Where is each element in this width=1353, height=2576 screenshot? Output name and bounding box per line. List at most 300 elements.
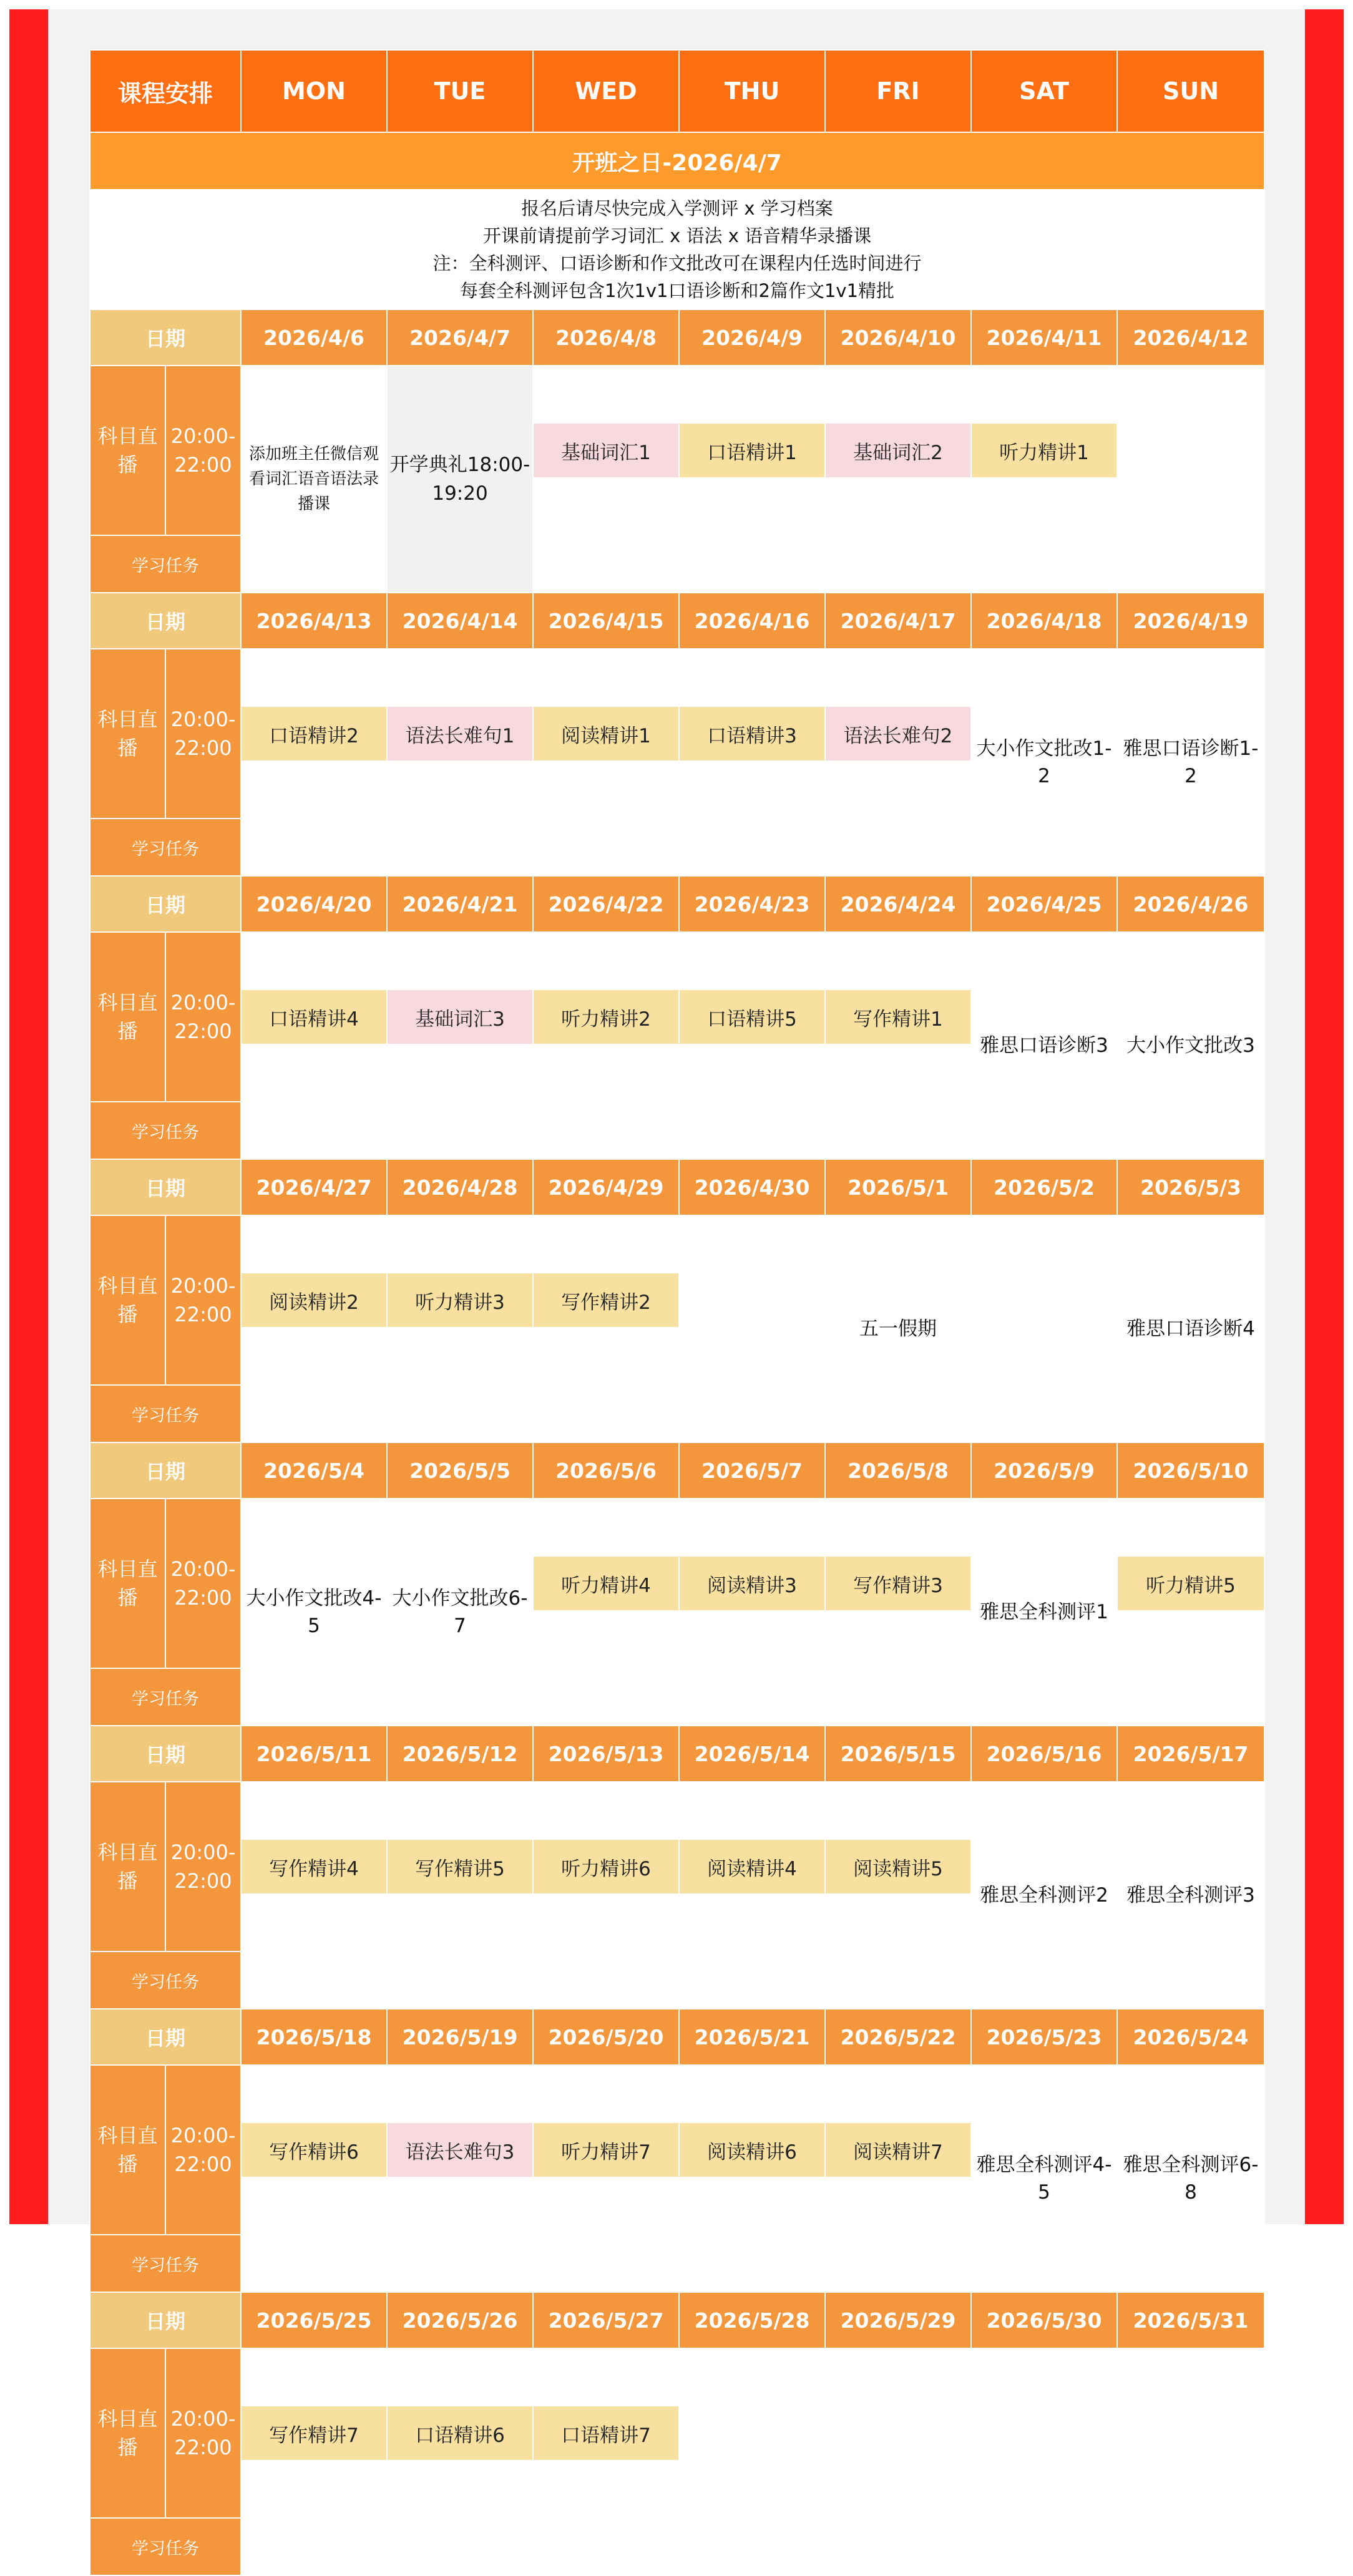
date-cell: 2026/4/21 (387, 876, 533, 932)
course-cell-spacer (387, 1215, 533, 1273)
course-cell-spacer (533, 366, 679, 423)
course-cell: 口语精讲3 (679, 706, 825, 761)
task-cell (1117, 2518, 1264, 2575)
date-cell: 2026/4/9 (679, 309, 825, 366)
course-cell-spacer (679, 932, 825, 989)
course-cell-spacer (533, 478, 679, 535)
course-cell-spacer (971, 2348, 1117, 2406)
course-cell-spacer (679, 478, 825, 535)
course-cell: 口语精讲1 (679, 423, 825, 478)
course-cell-spacer (241, 649, 387, 706)
course-cell-spacer (533, 1894, 679, 1951)
date-cell: 2026/4/16 (679, 593, 825, 649)
task-cell (679, 2518, 825, 2575)
date-cell: 2026/5/22 (825, 2009, 971, 2065)
day-mon: MON (241, 50, 387, 132)
date-row (90, 309, 1264, 366)
course-cell: 阅读精讲6 (679, 2122, 825, 2177)
subject-label (90, 649, 165, 819)
course-cell: 口语精讲5 (679, 989, 825, 1044)
date-cell: 2026/5/14 (679, 1726, 825, 1782)
schedule-body (90, 50, 1264, 2575)
live-row-main (90, 2406, 1264, 2461)
course-cell-spacer (533, 1215, 679, 1273)
day-sat: SAT (971, 50, 1117, 132)
course-cell-spacer (825, 1611, 971, 1668)
course-cell: 阅读精讲3 (679, 1556, 825, 1611)
course-cell-spacer (825, 2348, 971, 2406)
date-cell: 2026/4/22 (533, 876, 679, 932)
course-cell-spacer (825, 2461, 971, 2518)
date-cell: 2026/5/4 (241, 1442, 387, 1499)
live-row-top (90, 1499, 1264, 1556)
course-cell: 写作精讲3 (825, 1556, 971, 1611)
course-cell: 写作精讲1 (825, 989, 971, 1044)
course-cell: 听力精讲2 (533, 989, 679, 1044)
date-cell: 2026/4/10 (825, 309, 971, 366)
course-cell (825, 2406, 971, 2461)
course-cell-spacer (533, 1044, 679, 1102)
course-cell-spacer (679, 2461, 825, 2518)
course-cell: 阅读精讲2 (241, 1273, 387, 1328)
course-cell-spacer (533, 1328, 679, 1385)
notes-row (90, 190, 1264, 309)
course-cell-spacer (679, 1782, 825, 1839)
date-cell: 2026/5/27 (533, 2292, 679, 2348)
course-cell-spacer (679, 1894, 825, 1951)
course-cell-spacer (825, 1782, 971, 1839)
course-cell-spacer (241, 1044, 387, 1102)
course-cell-spacer (825, 932, 971, 989)
date-cell: 2026/4/13 (241, 593, 387, 649)
task-label: 学习任务 (90, 535, 241, 593)
live-row-gap (90, 2461, 1264, 2518)
note-line: 注：全科测评、口语诊断和作文批改可在课程内任选时间进行 (432, 253, 922, 274)
subject-text: 科目直播 (97, 1840, 158, 1893)
date-cell: 2026/4/12 (1117, 309, 1264, 366)
task-cell (1117, 535, 1264, 593)
schedule-table (89, 49, 1265, 2576)
course-cell: 阅读精讲7 (825, 2122, 971, 2177)
course-cell-spacer (679, 1044, 825, 1102)
date-label: 日期 (90, 876, 241, 932)
note-line: 每套全科测评包含1次1v1口语诊断和2篇作文1v1精批 (459, 280, 895, 301)
date-label: 日期 (90, 2009, 241, 2065)
date-cell: 2026/4/18 (971, 593, 1117, 649)
note-line: 开课前请提前学习词汇 x 语法 x 语音精华录播课 (482, 225, 872, 246)
task-cell (241, 1102, 387, 1159)
time-text: 20:00-22:00 (170, 1840, 236, 1893)
date-cell: 2026/5/10 (1117, 1442, 1264, 1499)
subject-label (90, 1499, 165, 1668)
schedule-title: 课程安排 (90, 50, 241, 132)
task-label: 学习任务 (90, 1668, 241, 1726)
task-cell (533, 819, 679, 876)
date-cell: 2026/4/29 (533, 1159, 679, 1215)
date-cell: 2026/5/9 (971, 1442, 1117, 1499)
course-cell: 添加班主任微信观看词汇语音语法录播课 (241, 366, 387, 593)
date-label: 日期 (90, 1726, 241, 1782)
date-cell: 2026/5/5 (387, 1442, 533, 1499)
task-cell (825, 1668, 971, 1726)
subject-text: 科目直播 (97, 707, 158, 760)
course-cell-spacer (1117, 2348, 1264, 2406)
course-cell-spacer (679, 649, 825, 706)
subject-text: 科目直播 (97, 2124, 158, 2176)
notes-block (90, 190, 1264, 309)
course-cell-spacer (679, 2348, 825, 2406)
course-cell-spacer (825, 366, 971, 423)
date-cell: 2026/4/11 (971, 309, 1117, 366)
course-cell-spacer (387, 2177, 533, 2235)
task-cell (825, 535, 971, 593)
day-thu: THU (679, 50, 825, 132)
date-cell: 2026/5/21 (679, 2009, 825, 2065)
course-cell-spacer (241, 1328, 387, 1385)
live-row-top (90, 932, 1264, 989)
time-text: 20:00-22:00 (170, 707, 236, 760)
task-label: 学习任务 (90, 819, 241, 876)
course-cell-spacer (971, 366, 1117, 423)
task-row (90, 2518, 1264, 2575)
course-cell-spacer (825, 761, 971, 819)
course-cell-spacer (387, 2065, 533, 2122)
date-cell: 2026/5/29 (825, 2292, 971, 2348)
course-cell-spacer (533, 761, 679, 819)
date-cell: 2026/5/12 (387, 1726, 533, 1782)
course-cell-spacer (679, 1611, 825, 1668)
course-cell-spacer (241, 1894, 387, 1951)
date-label: 日期 (90, 2292, 241, 2348)
task-cell (387, 1951, 533, 2009)
task-cell (387, 1385, 533, 1442)
course-cell: 雅思口语诊断3 (971, 932, 1117, 1159)
task-cell (679, 535, 825, 593)
course-cell-spacer (241, 1215, 387, 1273)
live-row-top (90, 366, 1264, 423)
course-cell: 听力精讲4 (533, 1556, 679, 1611)
course-cell: 语法长难句3 (387, 2122, 533, 2177)
course-cell-spacer (1117, 1611, 1264, 1668)
course-cell: 写作精讲7 (241, 2406, 387, 2461)
day-tue: TUE (387, 50, 533, 132)
live-row-top (90, 2065, 1264, 2122)
task-cell (533, 2235, 679, 2292)
course-cell (1117, 423, 1264, 478)
course-cell-spacer (825, 478, 971, 535)
course-cell: 雅思全科测评3 (1117, 1782, 1264, 2009)
schedule-sheet (89, 49, 1264, 2559)
date-cell: 2026/4/28 (387, 1159, 533, 1215)
course-cell: 雅思全科测评1 (971, 1499, 1117, 1726)
day-sun: SUN (1117, 50, 1264, 132)
task-cell (971, 2518, 1117, 2575)
subject-label (90, 1782, 165, 1951)
course-cell-spacer (387, 761, 533, 819)
date-row (90, 1726, 1264, 1782)
time-label (165, 932, 241, 1102)
subject-label (90, 2348, 165, 2518)
day-wed: WED (533, 50, 679, 132)
course-cell-spacer (241, 1782, 387, 1839)
task-cell (679, 2235, 825, 2292)
course-cell-spacer (1117, 366, 1264, 423)
course-cell: 阅读精讲5 (825, 1839, 971, 1894)
date-cell: 2026/4/19 (1117, 593, 1264, 649)
date-cell: 2026/5/6 (533, 1442, 679, 1499)
date-row (90, 1442, 1264, 1499)
date-row (90, 876, 1264, 932)
date-cell: 2026/5/17 (1117, 1726, 1264, 1782)
date-cell: 2026/4/15 (533, 593, 679, 649)
time-text: 20:00-22:00 (170, 1274, 236, 1326)
course-cell-spacer (387, 1894, 533, 1951)
task-cell (533, 1102, 679, 1159)
date-cell: 2026/5/16 (971, 1726, 1117, 1782)
date-cell: 2026/5/15 (825, 1726, 971, 1782)
date-cell: 2026/5/7 (679, 1442, 825, 1499)
course-cell-spacer (825, 2177, 971, 2235)
date-cell: 2026/5/20 (533, 2009, 679, 2065)
date-cell: 2026/5/1 (825, 1159, 971, 1215)
date-cell: 2026/5/13 (533, 1726, 679, 1782)
time-text: 20:00-22:00 (170, 991, 236, 1043)
date-cell: 2026/4/25 (971, 876, 1117, 932)
course-cell-spacer (679, 366, 825, 423)
course-cell: 开学典礼18:00-19:20 (387, 366, 533, 593)
subject-label (90, 2065, 165, 2235)
date-cell: 2026/5/26 (387, 2292, 533, 2348)
date-cell: 2026/5/18 (241, 2009, 387, 2065)
course-cell: 大小作文批改6-7 (387, 1499, 533, 1726)
date-row (90, 593, 1264, 649)
course-cell-spacer (825, 1499, 971, 1556)
opening-date: 开班之日-2026/4/7 (90, 132, 1264, 190)
course-cell: 大小作文批改4-5 (241, 1499, 387, 1726)
course-cell-spacer (533, 1782, 679, 1839)
course-cell: 口语精讲7 (533, 2406, 679, 2461)
task-cell (533, 1668, 679, 1726)
date-cell: 2026/4/14 (387, 593, 533, 649)
course-cell (1117, 2406, 1264, 2461)
course-cell-spacer (387, 649, 533, 706)
course-cell: 听力精讲6 (533, 1839, 679, 1894)
date-cell: 2026/4/23 (679, 876, 825, 932)
subject-text: 科目直播 (97, 1274, 158, 1326)
date-row (90, 1159, 1264, 1215)
course-cell-spacer (387, 1782, 533, 1839)
day-fri: FRI (825, 50, 971, 132)
task-cell (533, 2518, 679, 2575)
course-cell-spacer (533, 932, 679, 989)
course-cell: 大小作文批改1-2 (971, 649, 1117, 876)
date-cell: 2026/5/30 (971, 2292, 1117, 2348)
course-cell-spacer (533, 2461, 679, 2518)
task-cell (387, 2235, 533, 2292)
course-cell: 写作精讲2 (533, 1273, 679, 1328)
task-cell (679, 1102, 825, 1159)
task-cell (825, 2518, 971, 2575)
date-cell: 2026/4/24 (825, 876, 971, 932)
task-label: 学习任务 (90, 1951, 241, 2009)
course-cell-spacer (533, 2177, 679, 2235)
course-cell-spacer (387, 2348, 533, 2406)
course-cell-spacer (241, 2461, 387, 2518)
task-cell (679, 1951, 825, 2009)
course-cell (971, 2406, 1117, 2461)
task-cell (533, 1951, 679, 2009)
course-cell: 大小作文批改3 (1117, 932, 1264, 1159)
date-cell: 2026/5/28 (679, 2292, 825, 2348)
course-cell-spacer (533, 2065, 679, 2122)
date-label: 日期 (90, 1442, 241, 1499)
time-text: 20:00-22:00 (170, 2124, 236, 2176)
course-cell-spacer (825, 2065, 971, 2122)
course-cell-spacer (1117, 2461, 1264, 2518)
subject-text: 科目直播 (97, 2407, 158, 2459)
date-cell: 2026/4/17 (825, 593, 971, 649)
date-cell: 2026/5/24 (1117, 2009, 1264, 2065)
opening-row (90, 132, 1264, 190)
task-cell (825, 1951, 971, 2009)
date-cell: 2026/5/31 (1117, 2292, 1264, 2348)
time-label (165, 1782, 241, 1951)
time-text: 20:00-22:00 (170, 424, 236, 477)
course-cell: 写作精讲6 (241, 2122, 387, 2177)
task-cell (533, 1385, 679, 1442)
date-label: 日期 (90, 1159, 241, 1215)
course-cell (679, 2406, 825, 2461)
task-cell (825, 1102, 971, 1159)
task-label: 学习任务 (90, 2518, 241, 2575)
date-cell: 2026/5/2 (971, 1159, 1117, 1215)
course-cell-spacer (679, 1499, 825, 1556)
date-cell: 2026/5/19 (387, 2009, 533, 2065)
date-row (90, 2009, 1264, 2065)
right-red-border (1305, 9, 1344, 2224)
date-cell: 2026/5/11 (241, 1726, 387, 1782)
course-cell: 五一假期 (679, 1215, 1117, 1442)
course-cell-spacer (241, 2177, 387, 2235)
subject-text: 科目直播 (97, 991, 158, 1043)
task-cell (679, 819, 825, 876)
task-cell (241, 819, 387, 876)
live-row-top (90, 1782, 1264, 1839)
course-cell-spacer (533, 1611, 679, 1668)
live-row-top (90, 2348, 1264, 2406)
course-cell-spacer (241, 932, 387, 989)
task-cell (387, 819, 533, 876)
task-cell (533, 535, 679, 593)
course-cell-spacer (387, 932, 533, 989)
task-cell (679, 1668, 825, 1726)
course-cell: 阅读精讲4 (679, 1839, 825, 1894)
course-cell: 写作精讲4 (241, 1839, 387, 1894)
course-cell: 听力精讲3 (387, 1273, 533, 1328)
time-label (165, 366, 241, 535)
course-cell: 雅思全科测评6-8 (1117, 2065, 1264, 2292)
task-label: 学习任务 (90, 1102, 241, 1159)
subject-label (90, 1215, 165, 1385)
time-label (165, 2065, 241, 2235)
task-cell (1117, 1668, 1264, 1726)
course-cell: 听力精讲7 (533, 2122, 679, 2177)
date-cell: 2026/5/25 (241, 2292, 387, 2348)
course-cell-spacer (825, 1044, 971, 1102)
left-red-border (9, 9, 48, 2224)
course-cell-spacer (241, 2348, 387, 2406)
task-cell (825, 819, 971, 876)
course-cell: 雅思口语诊断4 (1117, 1215, 1264, 1442)
task-cell (387, 2518, 533, 2575)
task-cell (971, 535, 1117, 593)
task-cell (241, 1385, 387, 1442)
task-cell (387, 1102, 533, 1159)
subject-text: 科目直播 (97, 424, 158, 477)
date-cell: 2026/4/27 (241, 1159, 387, 1215)
course-cell-spacer (533, 649, 679, 706)
course-cell: 基础词汇1 (533, 423, 679, 478)
course-cell-spacer (679, 2065, 825, 2122)
date-cell: 2026/4/20 (241, 876, 387, 932)
course-cell: 语法长难句1 (387, 706, 533, 761)
date-cell: 2026/4/6 (241, 309, 387, 366)
subject-text: 科目直播 (97, 1557, 158, 1610)
course-cell: 阅读精讲1 (533, 706, 679, 761)
course-cell-spacer (971, 2461, 1117, 2518)
course-cell-spacer (679, 761, 825, 819)
date-row (90, 2292, 1264, 2348)
task-label: 学习任务 (90, 2235, 241, 2292)
course-cell: 听力精讲1 (971, 423, 1117, 478)
course-cell: 雅思全科测评2 (971, 1782, 1117, 2009)
time-label (165, 1215, 241, 1385)
time-label (165, 649, 241, 819)
course-cell: 语法长难句2 (825, 706, 971, 761)
task-label: 学习任务 (90, 1385, 241, 1442)
live-row-top (90, 1215, 1264, 1273)
course-cell: 口语精讲2 (241, 706, 387, 761)
course-cell-spacer (387, 1044, 533, 1102)
course-cell: 雅思口语诊断1-2 (1117, 649, 1264, 876)
course-cell-spacer (533, 1499, 679, 1556)
header-row (90, 50, 1264, 132)
task-cell (241, 1951, 387, 2009)
date-cell: 2026/5/23 (971, 2009, 1117, 2065)
course-cell: 基础词汇2 (825, 423, 971, 478)
date-cell: 2026/4/30 (679, 1159, 825, 1215)
course-cell: 口语精讲6 (387, 2406, 533, 2461)
course-cell-spacer (679, 2177, 825, 2235)
time-label (165, 1499, 241, 1668)
note-line: 报名后请尽快完成入学测评 x 学习档案 (521, 198, 833, 219)
date-label: 日期 (90, 309, 241, 366)
task-cell (241, 2518, 387, 2575)
course-cell-spacer (241, 761, 387, 819)
course-cell-spacer (825, 649, 971, 706)
date-cell: 2026/4/26 (1117, 876, 1264, 932)
time-text: 20:00-22:00 (170, 1557, 236, 1610)
course-cell-spacer (825, 1894, 971, 1951)
course-cell: 雅思全科测评4-5 (971, 2065, 1117, 2292)
time-label (165, 2348, 241, 2518)
course-cell: 听力精讲5 (1117, 1556, 1264, 1611)
task-cell (241, 2235, 387, 2292)
course-cell: 写作精讲5 (387, 1839, 533, 1894)
course-cell: 口语精讲4 (241, 989, 387, 1044)
course-cell: 基础词汇3 (387, 989, 533, 1044)
live-row-top (90, 649, 1264, 706)
